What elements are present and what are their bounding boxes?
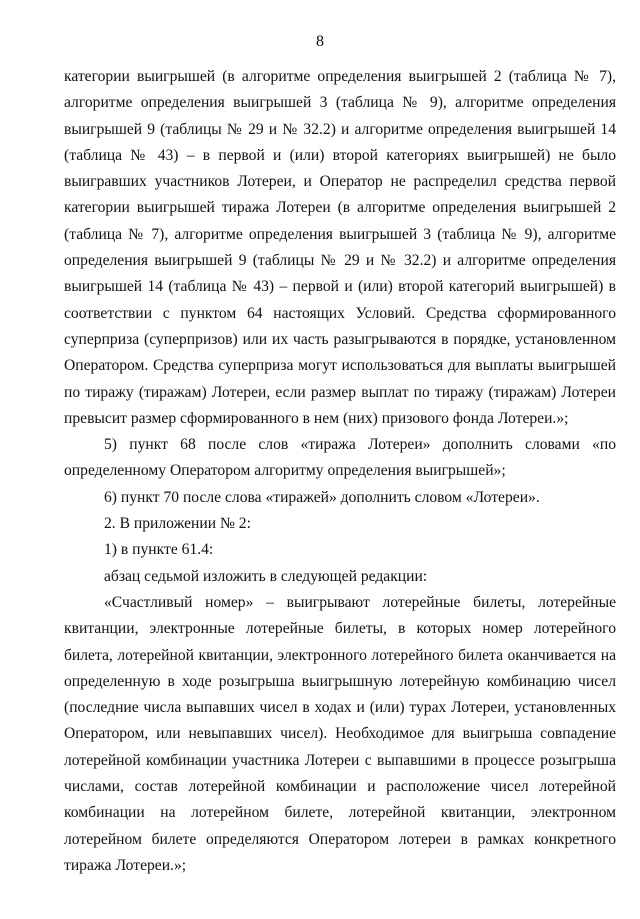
document-body — [64, 64, 616, 879]
paragraph-subitem-1: 1) в пункте 61.4: — [104, 541, 214, 559]
paragraph-item-5: 5) пункт 68 после слов «тиража Лотереи» дополнить словами «по определенному Оператором алгоритму определения выигрышей»; — [64, 436, 616, 480]
paragraph-lucky-number: «Счастливый номер» – выигрывают лотерейные билеты, лотерейные квитанции, электронные лотерейные билеты, в которых номер лотерейного билета, лотерейной квитанции, электронного лотерейного билета оканчивается на определенную в ходе розыгрыша выигрышную лотерейную комбинацию чисел (последние числа выпавших чисел в ходах и (или) турах Лотереи, установленных Оператором, или невыпавших чисел). Необходимое для выигрыша совпадение лотерейной комбинации участника Лотереи с выпавшими в процессе розыгрыша числами, состав лотерейной комбинации и расположение чисел лотерейной комбинации на лотерейном билете, лотерейной квитанции, электронном лотерейном билете определяются Оператором лотереи в рамках конкретного тиража Лотереи.»; — [64, 593, 616, 874]
paragraph-section-2: 2. В приложении № 2: — [104, 515, 251, 533]
paragraph-instruction: абзац седьмой изложить в следующей редакции: — [104, 567, 428, 585]
paragraph-item-6: 6) пункт 70 после слова «тиражей» дополнить словом «Лотереи». — [104, 488, 540, 506]
paragraph-continuation: категории выигрышей (в алгоритме определения выигрышей 2 (таблица № 7), алгоритме определения выигрышей 3 (таблица № 9), алгоритме определения выигрышей 9 (таблицы № 29 и № 32.2) и алгоритме определения выигрышей 14 (таблица № 43) – в первой и (или) второй категориях выигрышей) не было выигравших участников Лотереи, и Оператор не распределил средства первой категории выигрышей тиража Лотереи (в алгоритме определения выигрышей 2 (таблица № 7), алгоритме определения выигрышей 3 (таблица № 9), алгоритме определения выигрышей 9 (таблицы № 29 и № 32.2) и алгоритме определения выигрышей 14 (таблица № 43) – первой и (или) второй категорий выигрышей) в соответствии с пунктом 64 настоящих Условий. Средства сформированного суперприза (суперпризов) или их часть разыгрываются в порядке, установленном Оператором. Средства суперприза могут использоваться для выплаты выигрышей по тиражу (тиражам) Лотереи, если размер выплат по тиражу (тиражам) Лотереи превысит размер сформированного в нем (них) призового фонда Лотереи.»; — [64, 68, 616, 427]
page-number: 8 — [316, 33, 324, 50]
